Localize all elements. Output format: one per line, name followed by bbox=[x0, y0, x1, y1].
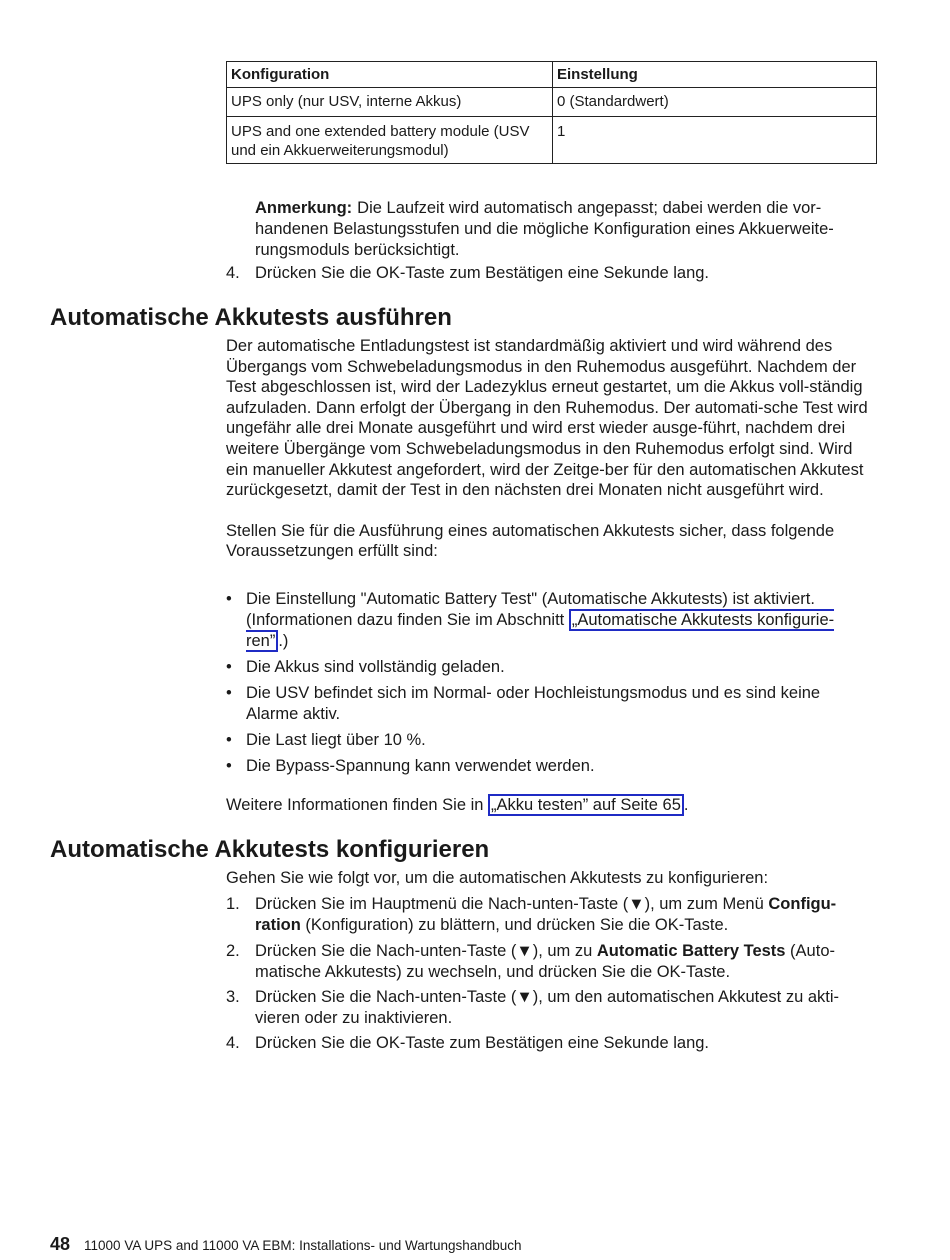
prerequisite-list bbox=[226, 589, 876, 782]
list-item-text: Die Last liegt über 10 %. bbox=[246, 731, 426, 749]
section-heading-run-tests: Automatische Akkutests ausführen bbox=[50, 304, 452, 331]
list-item-text: Die Einstellung "Automatic Battery Test" (Automatische Akkutests) ist aktiviert. (Informationen dazu finden Sie im Abschnitt bbox=[246, 590, 815, 629]
table-header-row bbox=[227, 62, 877, 88]
table-cell: 1 bbox=[553, 117, 877, 164]
note-label: Anmerkung: bbox=[255, 199, 353, 217]
section-intro: Gehen Sie wie folgt vor, um die automatischen Akkutests zu konfigurieren: bbox=[226, 869, 769, 887]
step-text-part: (Konfiguration) zu blättern, und drücken Sie die OK-Taste. bbox=[300, 916, 729, 934]
table-row bbox=[227, 117, 877, 164]
page-number: 48 bbox=[50, 1234, 71, 1254]
menu-name: Configu-ration bbox=[255, 895, 837, 934]
step-number: 2. bbox=[226, 942, 240, 960]
bullet-marker: • bbox=[226, 731, 232, 749]
step-number: 3. bbox=[226, 988, 240, 1006]
step-text: Drücken Sie die OK-Taste zum Bestätigen eine Sekunde lang. bbox=[255, 1034, 710, 1052]
footer-title: 11000 VA UPS and 11000 VA EBM: Installations- und Wartungshandbuch bbox=[84, 1238, 522, 1253]
section-body bbox=[226, 336, 876, 562]
bullet-marker: • bbox=[226, 757, 232, 775]
table-header-cell: Konfiguration bbox=[227, 62, 553, 88]
table-cell: UPS only (nur USV, interne Akkus) bbox=[227, 88, 553, 117]
step-number: 4. bbox=[226, 264, 240, 282]
table-row bbox=[227, 88, 877, 117]
list-item bbox=[226, 589, 876, 652]
page-footer bbox=[50, 1234, 522, 1256]
step-number: 4. bbox=[226, 1034, 240, 1052]
list-item-text: Die Bypass-Spannung kann verwendet werden. bbox=[246, 757, 595, 775]
list-item bbox=[226, 730, 876, 751]
cross-reference-link[interactable]: „Automatische Akkutests konfigurie-ren” bbox=[246, 611, 835, 650]
step-text-part: Drücken Sie die Nach-unten-Taste (▼), um zu bbox=[255, 942, 597, 960]
list-item bbox=[226, 657, 876, 678]
more-info-text: Weitere Informationen finden Sie in bbox=[226, 796, 489, 814]
step-text-part: Drücken Sie im Hauptmenü die Nach-unten-Taste (▼), um zum Menü bbox=[255, 895, 769, 913]
more-info-text: . bbox=[683, 796, 689, 814]
step-item bbox=[226, 894, 876, 936]
step-item bbox=[226, 987, 876, 1029]
list-item bbox=[226, 683, 876, 725]
step-text bbox=[255, 941, 876, 983]
section-heading-configure-tests: Automatische Akkutests konfigurieren bbox=[50, 836, 490, 863]
menu-name: Automatic Battery Tests bbox=[596, 942, 786, 960]
step-number: 1. bbox=[226, 895, 240, 913]
table-cell: UPS and one extended battery module (USV und ein Akkuerweiterungsmodul) bbox=[227, 117, 553, 164]
list-item bbox=[226, 756, 876, 777]
table-cell: 0 (Standardwert) bbox=[553, 88, 877, 117]
bullet-marker: • bbox=[226, 658, 232, 676]
configuration-table bbox=[226, 61, 877, 164]
step-item bbox=[226, 263, 876, 284]
cross-reference-link[interactable]: „Akku testen” auf Seite 65 bbox=[488, 794, 684, 816]
more-info-paragraph bbox=[226, 795, 876, 816]
step-item bbox=[226, 1033, 876, 1054]
list-item-text: Die USV befindet sich im Normal- oder Hochleistungsmodus und es sind keine Alarme aktiv. bbox=[246, 684, 821, 723]
step-text: Drücken Sie die Nach-unten-Taste (▼), um den automatischen Akkutest zu akti-vieren oder zu inaktivieren. bbox=[255, 988, 840, 1027]
list-item-text: .) bbox=[278, 632, 289, 650]
note-text: Die Laufzeit wird automatisch angepasst; dabei werden die vor-handenen Belastungsstufen und die mögliche Konfiguration eines Akkuerweite-rungsmoduls berücksichtigt. bbox=[255, 199, 834, 259]
step-text: Drücken Sie die OK-Taste zum Bestätigen eine Sekunde lang. bbox=[255, 264, 710, 282]
step-text-part: (Auto-matische Akkutests) zu wechseln, und drücken Sie die OK-Taste. bbox=[255, 942, 835, 981]
list-item-text: Die Akkus sind vollständig geladen. bbox=[246, 658, 505, 676]
body-paragraph: Stellen Sie für die Ausführung eines automatischen Akkutests sicher, dass folgende Voraussetzungen erfüllt sind: bbox=[226, 521, 835, 561]
bullet-marker: • bbox=[226, 684, 232, 702]
step-text bbox=[255, 894, 876, 936]
table-header-cell: Einstellung bbox=[553, 62, 877, 88]
body-paragraph: Der automatische Entladungstest ist standardmäßig aktiviert und wird während des Übergangs vom Schwebeladungsmodus in den Ruhemodus ausgeführt. Nachdem der Test abgeschlossen ist, wird der Ladezyklus erneut gestartet, um die Akkus voll-ständig aufzuladen. Dann erfolgt der Übergang in den Ruhemodus. Der automati-sche Test wird ungefähr alle drei Monate ausgeführt und wird erst wieder ausge-führt, nachdem drei weitere Übergänge vom Schwebeladungsmodus in den Ruhemodus erfolgt sind. Wird ein manueller Akkutest angefordert, wird der Zeitge-ber für den automatischen Akkutest zurückgesetzt, damit der Test in den nächsten drei Monaten nicht ausgeführt wird. bbox=[226, 337, 868, 500]
note-paragraph bbox=[255, 198, 875, 261]
step-item bbox=[226, 941, 876, 983]
bullet-marker: • bbox=[226, 590, 232, 608]
